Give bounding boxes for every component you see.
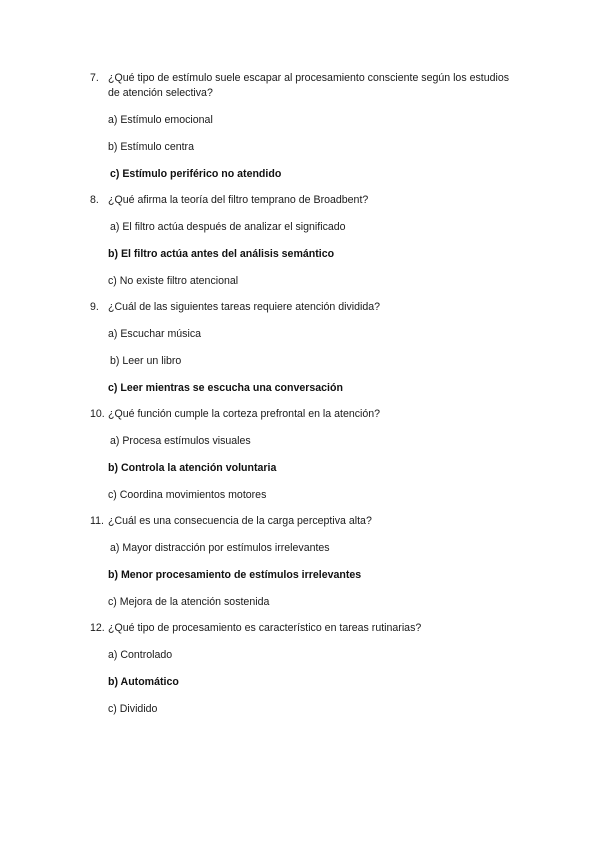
option-12b-correct: b) Automático — [108, 676, 179, 688]
question-10 — [90, 407, 520, 422]
option-8c: c) No existe filtro atencional — [108, 275, 239, 287]
option-10b-correct: b) Controla la atención voluntaria — [108, 462, 277, 474]
option-10c: c) Coordina movimientos motores — [108, 489, 267, 501]
option-9c-correct: c) Leer mientras se escucha una conversación — [108, 382, 343, 394]
option-7a: a) Estímulo emocional — [108, 114, 213, 126]
option-12c: c) Dividido — [108, 703, 158, 715]
question-number: 7. — [90, 72, 99, 84]
question-number: 10. — [90, 408, 105, 420]
option-8b-correct: b) El filtro actúa antes del análisis semántico — [108, 248, 335, 260]
question-text: ¿Cuál de las siguientes tareas requiere atención dividida? — [108, 301, 381, 313]
question-number: 12. — [90, 622, 105, 634]
option-11b-correct: b) Menor procesamiento de estímulos irrelevantes — [108, 569, 362, 581]
option-7c-correct: c) Estímulo periférico no atendido — [110, 168, 282, 180]
option-12a: a) Controlado — [108, 649, 173, 661]
question-number: 8. — [90, 194, 99, 206]
question-7 — [90, 71, 520, 101]
question-8 — [90, 193, 520, 208]
option-9a: a) Escuchar música — [108, 328, 202, 340]
question-text: ¿Qué afirma la teoría del filtro temprano de Broadbent? — [108, 194, 369, 206]
question-12 — [90, 621, 520, 636]
option-8a: a) El filtro actúa después de analizar el significado — [110, 221, 346, 233]
option-7b: b) Estímulo centra — [108, 141, 194, 153]
option-9b: b) Leer un libro — [110, 355, 182, 367]
question-text: ¿Qué tipo de estímulo suele escapar al procesamiento consciente según los estudios de atención selectiva? — [108, 72, 510, 99]
option-11a: a) Mayor distracción por estímulos irrelevantes — [110, 542, 330, 554]
question-text: ¿Qué tipo de procesamiento es característico en tareas rutinarias? — [108, 622, 422, 634]
question-text: ¿Qué función cumple la corteza prefrontal en la atención? — [108, 408, 381, 420]
question-number: 9. — [90, 301, 99, 313]
question-11 — [90, 514, 520, 529]
question-number: 11. — [90, 515, 104, 527]
option-11c: c) Mejora de la atención sostenida — [108, 596, 270, 608]
question-text: ¿Cuál es una consecuencia de la carga perceptiva alta? — [108, 515, 372, 527]
question-9 — [90, 300, 520, 315]
option-10a: a) Procesa estímulos visuales — [110, 435, 251, 447]
